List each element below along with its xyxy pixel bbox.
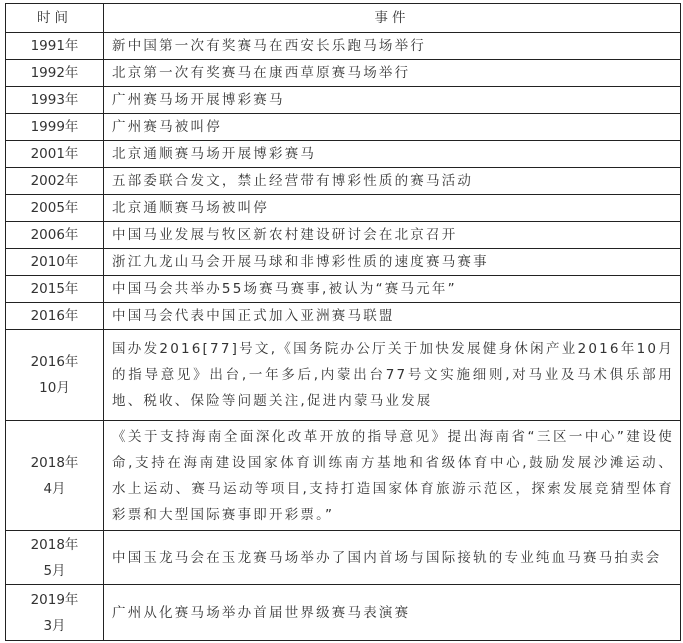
event-cell: 五部委联合发文，禁止经营带有博彩性质的赛马活动 <box>104 168 681 195</box>
event-cell: 广州赛马场开展博彩赛马 <box>104 87 681 114</box>
time-cell <box>6 330 104 421</box>
time-text: 4月 <box>43 480 66 497</box>
event-cell: 中国马会代表中国正式加入亚洲赛马联盟 <box>104 303 681 330</box>
event-cell: 浙江九龙山马会开展马球和非博彩性质的速度赛马赛事 <box>104 249 681 276</box>
table-row <box>6 330 681 421</box>
time-cell <box>6 87 104 114</box>
event-cell: 北京第一次有奖赛马在康西草原赛马场举行 <box>104 60 681 87</box>
time-cell <box>6 222 104 249</box>
time-cell <box>6 585 104 641</box>
table-row <box>6 168 681 195</box>
header-time: 时间 <box>6 4 104 33</box>
time-text: 2016年 <box>30 354 79 370</box>
event-cell: 国办发2016[77]号文,《国务院办公厅关于加快发展健身休闲产业2016年10月的指导意见》出台,一年多后,内蒙出台77号文实施细则,对马业及马术俱乐部用地、税收、保险等问题关注,促进内蒙马业发展 <box>104 330 681 421</box>
header-event: 事件 <box>104 4 681 33</box>
time-cell <box>6 141 104 168</box>
time-text: 2010年 <box>30 254 79 270</box>
time-text: 2001年 <box>30 146 79 162</box>
event-cell: 新中国第一次有奖赛马在西安长乐跑马场举行 <box>104 33 681 60</box>
table-row <box>6 585 681 641</box>
table-row <box>6 87 681 114</box>
time-text: 2018年 <box>30 536 79 553</box>
time-cell <box>6 114 104 141</box>
time-text: 2016年 <box>30 308 79 324</box>
time-cell <box>6 195 104 222</box>
time-cell <box>6 276 104 303</box>
table-row <box>6 222 681 249</box>
time-text: 3月 <box>43 617 66 634</box>
table-row <box>6 531 681 585</box>
events-table <box>5 3 681 641</box>
time-cell <box>6 303 104 330</box>
table-row <box>6 195 681 222</box>
table-row <box>6 60 681 87</box>
table-row <box>6 141 681 168</box>
event-cell: 中国马会共举办55场赛马赛事,被认为“赛马元年” <box>104 276 681 303</box>
time-text: 1993年 <box>30 92 79 108</box>
table-row <box>6 421 681 531</box>
event-cell: 广州从化赛马场举办首届世界级赛马表演赛 <box>104 585 681 641</box>
time-text: 1991年 <box>30 38 79 54</box>
time-text: 2015年 <box>30 281 79 297</box>
time-cell <box>6 249 104 276</box>
event-cell: 广州赛马被叫停 <box>104 114 681 141</box>
table-row <box>6 249 681 276</box>
time-text: 10月 <box>39 380 70 396</box>
table-header-row <box>6 4 681 33</box>
event-cell: 中国玉龙马会在玉龙赛马场举办了国内首场与国际接轨的专业纯血马赛马拍卖会 <box>104 531 681 585</box>
table-row <box>6 303 681 330</box>
time-text: 1999年 <box>30 119 79 135</box>
time-text: 2018年 <box>30 454 79 471</box>
time-text: 2019年 <box>30 591 79 608</box>
time-text: 2002年 <box>30 173 79 189</box>
event-cell: 中国马业发展与牧区新农村建设研讨会在北京召开 <box>104 222 681 249</box>
time-cell <box>6 168 104 195</box>
event-cell: 北京通顺赛马场开展博彩赛马 <box>104 141 681 168</box>
time-cell <box>6 33 104 60</box>
table-row <box>6 33 681 60</box>
time-cell <box>6 421 104 531</box>
time-cell <box>6 531 104 585</box>
time-text: 5月 <box>43 562 66 579</box>
time-text: 1992年 <box>30 65 79 81</box>
time-cell <box>6 60 104 87</box>
table-body <box>6 33 681 641</box>
event-cell: 《关于支持海南全面深化改革开放的指导意见》提出海南省“三区一中心”建设使命,支持在海南建设国家体育训练南方基地和省级体育中心,鼓励发展沙滩运动、水上运动、赛马运动等项目,支持打造国家体育旅游示范区，探索发展竞猜型体育彩票和大型国际赛事即开彩票。” <box>104 421 681 531</box>
time-text: 2005年 <box>30 200 79 216</box>
event-cell: 北京通顺赛马场被叫停 <box>104 195 681 222</box>
time-text: 2006年 <box>30 227 79 243</box>
table-row <box>6 114 681 141</box>
table-row <box>6 276 681 303</box>
